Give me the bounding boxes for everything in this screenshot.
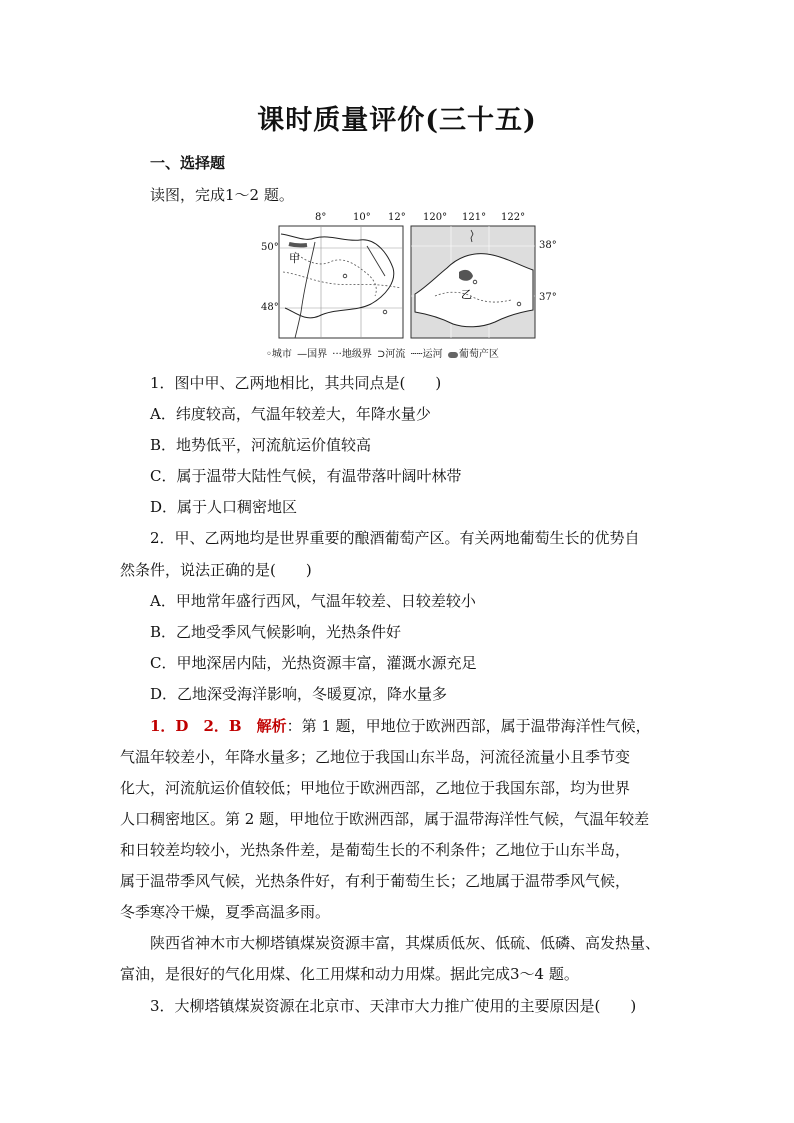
map-side-label: 37° [539, 292, 557, 303]
question-1-option: C．属于温带大陆性气候，有温带落叶阔叶林带 [150, 467, 462, 485]
analysis-text: ：第 1 题，甲地位于欧洲西部，属于温带海洋性气候， [286, 717, 651, 735]
map-top-label: 10° [353, 212, 371, 223]
question-2-option: D．乙地深受海洋影响，冬暖夏凉，降水量多 [150, 685, 448, 703]
question-2-stem-cont: 然条件，说法正确的是( ) [120, 561, 312, 579]
map-top-label: 122° [501, 212, 526, 223]
map-top-label: 121° [462, 212, 487, 223]
answer-keys: 1．D 2．B [150, 717, 242, 735]
legend-grape: 葡萄产区 [458, 349, 499, 360]
question-2-option: A．甲地常年盛行西风，气温年较差、日较差较小 [150, 592, 476, 610]
map-drawing [275, 212, 575, 342]
legend-river: ⊃河流 [377, 349, 406, 360]
intro-text-2: 陕西省神木市大柳塔镇煤炭资源丰富，其煤质低灰、低硫、低磷、高发热量、 [150, 934, 661, 952]
map-legend [266, 345, 501, 360]
place-label-jia: 甲 [289, 252, 300, 265]
analysis-text: 化大，河流航运价值较低；甲地位于欧洲西部，乙地位于我国东部，均为世界 [120, 779, 631, 797]
question-3-stem: 3．大柳塔镇煤炭资源在北京市、天津市大力推广使用的主要原因是( ) [150, 997, 637, 1015]
legend-grape-swatch [448, 352, 458, 358]
question-2-stem: 2．甲、乙两地均是世界重要的酿酒葡萄产区。有关两地葡萄生长的优势自 [150, 529, 640, 547]
legend-city: ◦城市 [266, 349, 292, 360]
map-side-label: 48° [261, 302, 279, 313]
analysis-text: 气温年较差小，年降水量多；乙地位于我国山东半岛，河流径流量小且季节变 [120, 748, 631, 766]
legend-border: —国界 [297, 349, 328, 360]
place-label-yi: 乙 [461, 288, 472, 301]
analysis-text: 和日较差均较小，光热条件差，是葡萄生长的不利条件；乙地位于山东半岛， [120, 841, 631, 859]
map-top-label: 120° [423, 212, 448, 223]
analysis-text: 人口稠密地区。第 2 题，甲地位于欧洲西部，属于温带海洋性气候，气温年较差 [120, 810, 650, 828]
intro-text-2-cont: 富油，是很好的气化用煤、化工用煤和动力用煤。据此完成3～4 题。 [120, 965, 579, 983]
map-side-label: 38° [539, 240, 557, 251]
map-figure [261, 212, 575, 362]
map-top-label: 8° [315, 212, 327, 223]
legend-canal: ┄┄运河 [410, 349, 443, 360]
question-2-option: B．乙地受季风气候影响，光热条件好 [150, 623, 402, 641]
legend-admin-border: ···地级界 [332, 349, 372, 360]
question-1-option: B．地势低平，河流航运价值较高 [150, 436, 372, 454]
map-side-label: 50° [261, 242, 279, 253]
question-1-option: D．属于人口稠密地区 [150, 498, 298, 516]
question-1-stem: 1．图中甲、乙两地相比，其共同点是( ) [150, 374, 442, 392]
intro-text: 读图，完成1～2 题。 [150, 186, 294, 204]
page-title: 课时质量评价(三十五) [257, 105, 537, 136]
section-heading: 一、选择题 [150, 154, 226, 172]
analysis-text: 冬季寒冷干燥，夏季高温多雨。 [120, 903, 331, 921]
answer-block [150, 716, 651, 736]
map-top-label: 12° [388, 212, 406, 223]
question-2-option: C．甲地深居内陆，光热资源丰富，灌溉水源充足 [150, 654, 477, 672]
analysis-label: 解析 [256, 717, 287, 735]
analysis-text: 属于温带季风气候，光热条件好，有利于葡萄生长；乙地属于温带季风气候， [120, 872, 631, 890]
question-1-option: A．纬度较高，气温年较差大，年降水量少 [150, 405, 431, 423]
